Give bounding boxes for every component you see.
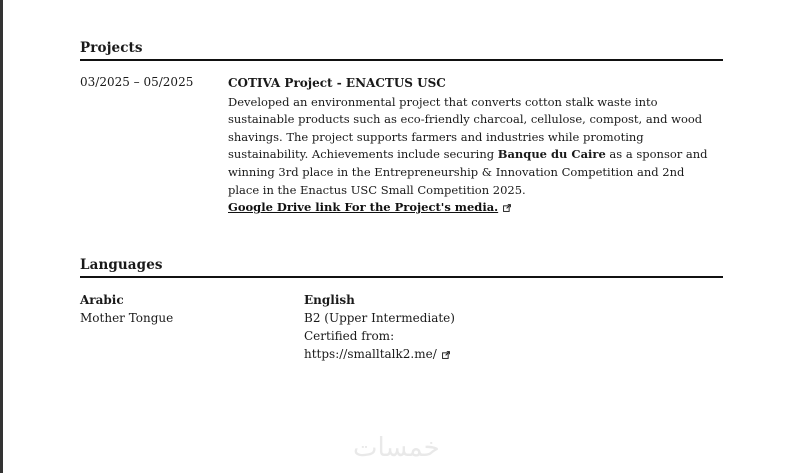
external-link-icon[interactable] [442,351,450,359]
certification-link[interactable]: https://smalltalk2.me/ [304,347,437,361]
project-title: COTIVA Project - ENACTUS USC [228,76,446,90]
language-level: B2 (Upper Intermediate) [304,311,455,325]
language-level: Mother Tongue [80,311,174,325]
certification-link-row [304,345,455,363]
project-link-row [228,199,718,217]
projects-divider [80,59,723,61]
external-link-icon[interactable] [503,204,511,212]
project-entry [228,75,718,217]
languages-heading: Languages [80,257,163,273]
language-name: Arabic [80,293,124,307]
project-media-link[interactable]: Google Drive link For the Project's media. [228,200,499,215]
language-name: English [304,293,355,307]
sponsor-name: Banque du Caire [497,147,606,162]
projects-heading: Projects [80,40,143,56]
project-description-text: Developed an environmental project that converts cotton stalk waste into sustainable products such as eco-friendly charcoal, cellulose, compost, and wood shavings. The project supports farmers and industries while promoting sustainability. Achievements include securing [228,94,703,162]
watermark-logo: خمسات [353,433,440,463]
project-description-text-end: as a sponsor and winning 3rd place in the Entrepreneurship & Innovation Competition and 2nd place in the Enactus USC Small Competition 2025. [228,147,708,197]
languages-divider [80,276,723,278]
cv-page [3,0,800,473]
language-arabic [80,291,173,327]
project-date: 03/2025 – 05/2025 [80,75,194,89]
language-english [304,291,455,363]
project-description [228,94,718,200]
certification-label: Certified from: [304,329,395,343]
